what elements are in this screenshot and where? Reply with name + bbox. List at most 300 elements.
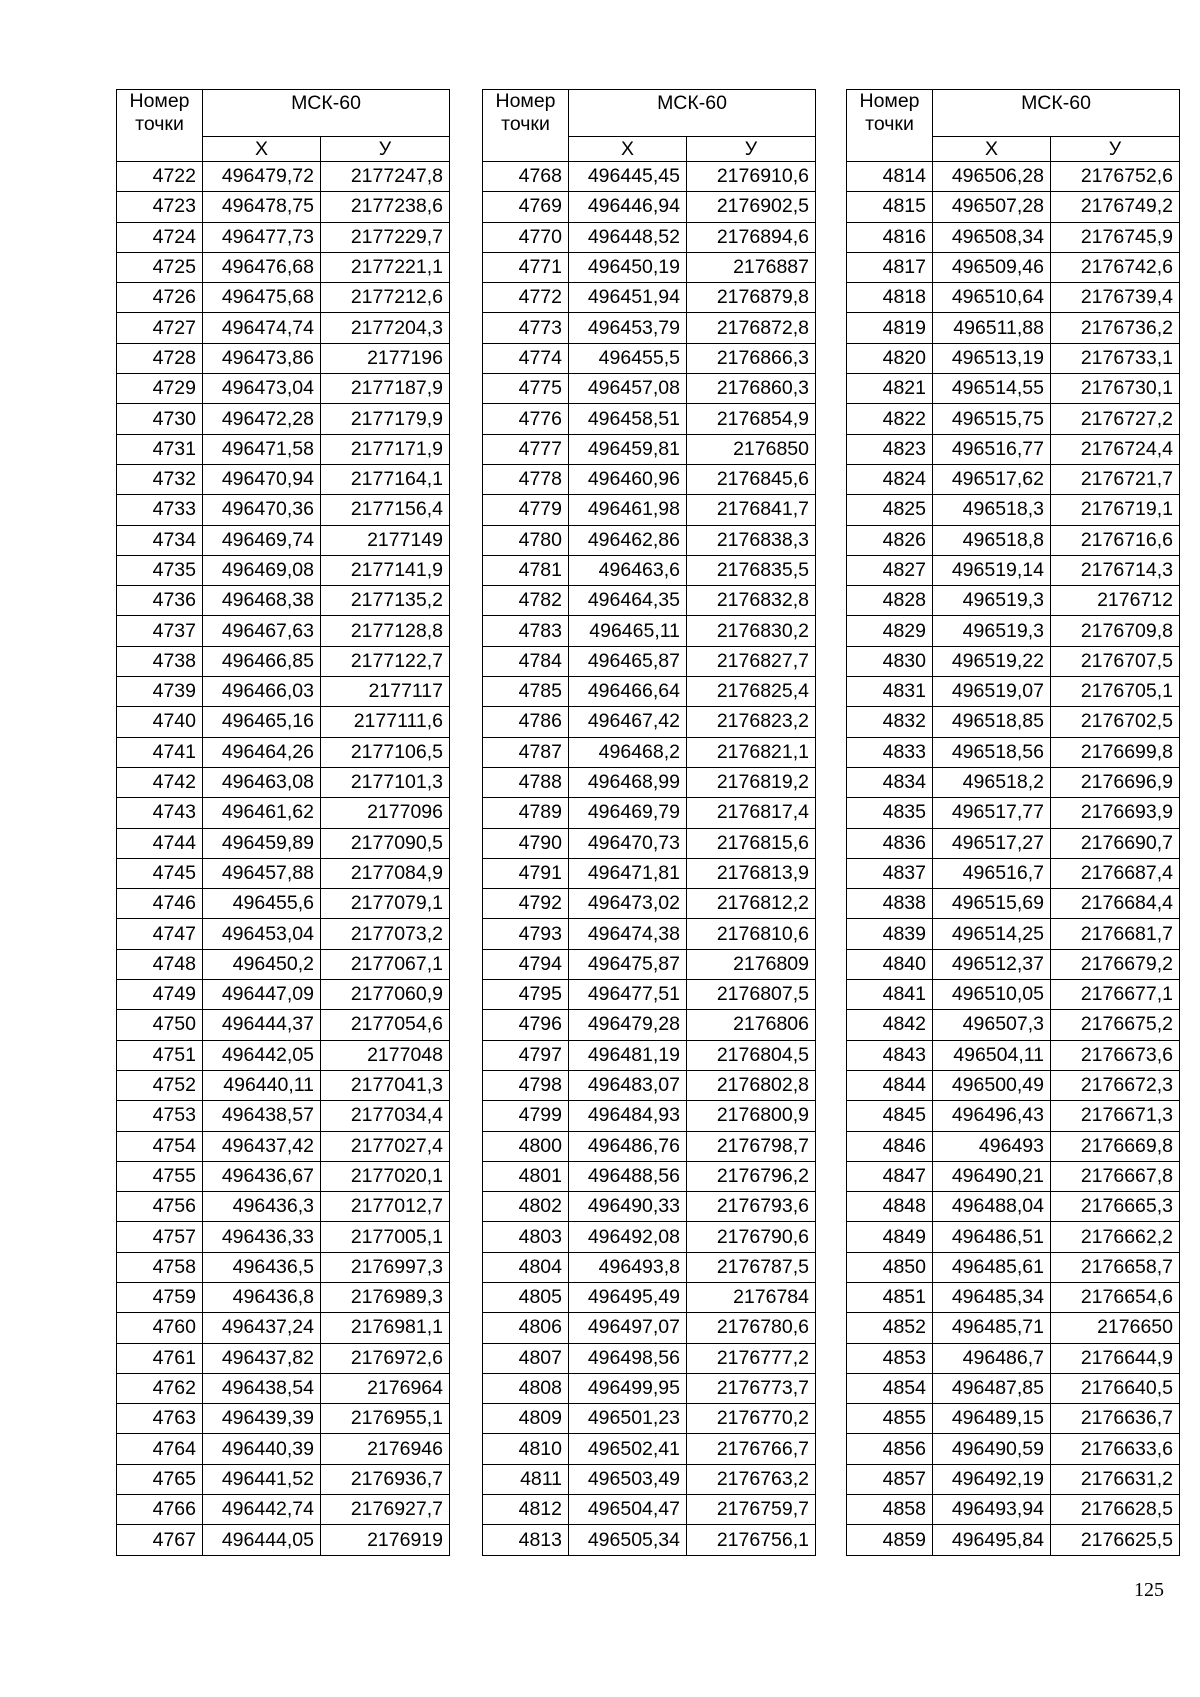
- table-row: [847, 464, 1180, 494]
- x-coordinate-cell: 496516,77: [933, 434, 1051, 464]
- point-number-header: [117, 90, 203, 162]
- x-coordinate-cell: 496486,7: [933, 1343, 1051, 1373]
- y-coordinate-cell: 2176770,2: [687, 1404, 816, 1434]
- x-coordinate-cell: 496518,2: [933, 767, 1051, 797]
- table-row: [847, 1373, 1180, 1403]
- y-coordinate-cell: 2176989,3: [321, 1282, 450, 1312]
- point-number-cell: 4736: [117, 586, 203, 616]
- y-coordinate-cell: 2176625,5: [1051, 1525, 1180, 1555]
- x-coordinate-cell: 496478,75: [203, 192, 321, 222]
- y-coordinate-cell: 2176654,6: [1051, 1282, 1180, 1312]
- table-row: [483, 1313, 816, 1343]
- point-number-cell: 4748: [117, 949, 203, 979]
- table-row: [847, 555, 1180, 585]
- x-coordinate-cell: 496437,42: [203, 1131, 321, 1161]
- x-coordinate-cell: 496474,38: [569, 919, 687, 949]
- y-coordinate-cell: 2176742,6: [1051, 252, 1180, 282]
- point-number-cell: 4814: [847, 162, 933, 192]
- point-number-cell: 4774: [483, 343, 569, 373]
- x-coordinate-cell: 496467,63: [203, 616, 321, 646]
- table-row: [117, 1131, 450, 1161]
- y-coordinate-cell: 2176780,6: [687, 1313, 816, 1343]
- point-number-cell: 4768: [483, 162, 569, 192]
- x-coordinate-cell: 496510,64: [933, 283, 1051, 313]
- y-coordinate-cell: 2176812,2: [687, 889, 816, 919]
- y-coordinate-cell: 2176675,2: [1051, 1010, 1180, 1040]
- table-row: [847, 1040, 1180, 1070]
- x-coordinate-cell: 496471,81: [569, 858, 687, 888]
- table-row: [483, 495, 816, 525]
- table-row: [117, 1101, 450, 1131]
- point-number-cell: 4738: [117, 646, 203, 676]
- point-number-cell: 4836: [847, 828, 933, 858]
- table-row: [847, 313, 1180, 343]
- table-row: [117, 162, 450, 192]
- point-number-cell: 4841: [847, 980, 933, 1010]
- x-coordinate-cell: 496458,51: [569, 404, 687, 434]
- y-coordinate-cell: 2176819,2: [687, 767, 816, 797]
- y-coordinate-cell: 2176879,8: [687, 283, 816, 313]
- x-coordinate-cell: 496517,62: [933, 464, 1051, 494]
- table-row: [117, 737, 450, 767]
- table-row: [117, 616, 450, 646]
- point-number-cell: 4840: [847, 949, 933, 979]
- table-row: [483, 1040, 816, 1070]
- table-row: [847, 949, 1180, 979]
- table-row: [847, 1282, 1180, 1312]
- y-coordinate-cell: 2177079,1: [321, 889, 450, 919]
- point-number-cell: 4779: [483, 495, 569, 525]
- point-number-cell: 4820: [847, 343, 933, 373]
- point-number-cell: 4743: [117, 798, 203, 828]
- y-coordinate-cell: 2177034,4: [321, 1101, 450, 1131]
- y-coordinate-cell: 2177135,2: [321, 586, 450, 616]
- y-coordinate-cell: 2176702,5: [1051, 707, 1180, 737]
- point-number-cell: 4807: [483, 1343, 569, 1373]
- y-coordinate-cell: 2176793,6: [687, 1192, 816, 1222]
- point-number-cell: 4750: [117, 1010, 203, 1040]
- y-coordinate-cell: 2176835,5: [687, 555, 816, 585]
- y-coordinate-cell: 2176644,9: [1051, 1343, 1180, 1373]
- x-coordinate-cell: 496473,86: [203, 343, 321, 373]
- table-row: [483, 919, 816, 949]
- coordinates-table-2: [482, 89, 816, 1556]
- point-number-cell: 4789: [483, 798, 569, 828]
- point-number-cell: 4812: [483, 1495, 569, 1525]
- x-coordinate-cell: 496496,43: [933, 1101, 1051, 1131]
- y-coordinate-cell: 2176719,1: [1051, 495, 1180, 525]
- point-number-cell: 4773: [483, 313, 569, 343]
- y-coordinate-cell: 2176807,5: [687, 980, 816, 1010]
- y-coordinate-cell: 2176981,1: [321, 1313, 450, 1343]
- point-number-cell: 4732: [117, 464, 203, 494]
- y-coordinate-cell: 2177221,1: [321, 252, 450, 282]
- y-coordinate-cell: 2176699,8: [1051, 737, 1180, 767]
- x-coordinate-cell: 496465,11: [569, 616, 687, 646]
- y-coordinate-cell: 2176705,1: [1051, 677, 1180, 707]
- x-coordinate-cell: 496513,19: [933, 343, 1051, 373]
- y-coordinate-cell: 2176721,7: [1051, 464, 1180, 494]
- y-coordinate-cell: 2176633,6: [1051, 1434, 1180, 1464]
- point-number-cell: 4830: [847, 646, 933, 676]
- y-coordinate-cell: 2176752,6: [1051, 162, 1180, 192]
- x-coordinate-cell: 496483,07: [569, 1070, 687, 1100]
- y-coordinate-cell: 2176736,2: [1051, 313, 1180, 343]
- point-number-cell: 4856: [847, 1434, 933, 1464]
- table-row: [117, 1343, 450, 1373]
- y-coordinate-cell: 2176665,3: [1051, 1192, 1180, 1222]
- x-coordinate-cell: 496514,55: [933, 374, 1051, 404]
- point-number-cell: 4858: [847, 1495, 933, 1525]
- y-coordinate-cell: 2177122,7: [321, 646, 450, 676]
- x-coordinate-cell: 496502,41: [569, 1434, 687, 1464]
- x-coordinate-cell: 496463,6: [569, 555, 687, 585]
- table-row: [847, 828, 1180, 858]
- x-coordinate-cell: 496438,57: [203, 1101, 321, 1131]
- y-coordinate-cell: 2177117: [321, 677, 450, 707]
- table-row: [117, 374, 450, 404]
- table-row: [847, 1010, 1180, 1040]
- y-coordinate-cell: 2177084,9: [321, 858, 450, 888]
- x-coordinate-cell: 496479,72: [203, 162, 321, 192]
- point-number-cell: 4782: [483, 586, 569, 616]
- point-number-cell: 4786: [483, 707, 569, 737]
- table-row: [483, 949, 816, 979]
- x-coordinate-cell: 496436,8: [203, 1282, 321, 1312]
- x-coordinate-cell: 496488,56: [569, 1161, 687, 1191]
- point-number-cell: 4831: [847, 677, 933, 707]
- y-coordinate-cell: 2177041,3: [321, 1070, 450, 1100]
- table-row: [483, 828, 816, 858]
- x-coordinate-cell: 496487,85: [933, 1373, 1051, 1403]
- table-row: [117, 252, 450, 282]
- y-coordinate-cell: 2176821,1: [687, 737, 816, 767]
- x-coordinate-cell: 496512,37: [933, 949, 1051, 979]
- point-number-cell: 4764: [117, 1434, 203, 1464]
- x-coordinate-cell: 496518,8: [933, 525, 1051, 555]
- table-row: [483, 1070, 816, 1100]
- point-number-cell: 4826: [847, 525, 933, 555]
- point-number-cell: 4817: [847, 252, 933, 282]
- y-coordinate-cell: 2177012,7: [321, 1192, 450, 1222]
- y-coordinate-cell: 2176714,3: [1051, 555, 1180, 585]
- x-coordinate-cell: 496450,19: [569, 252, 687, 282]
- point-number-cell: 4793: [483, 919, 569, 949]
- point-number-cell: 4729: [117, 374, 203, 404]
- point-number-cell: 4753: [117, 1101, 203, 1131]
- table-row: [483, 646, 816, 676]
- x-coordinate-cell: 496485,71: [933, 1313, 1051, 1343]
- table-row: [847, 1252, 1180, 1282]
- x-coordinate-cell: 496515,75: [933, 404, 1051, 434]
- table-row: [483, 980, 816, 1010]
- x-coordinate-cell: 496467,42: [569, 707, 687, 737]
- table-row: [483, 1404, 816, 1434]
- table-row: [847, 707, 1180, 737]
- x-coordinate-cell: 496440,11: [203, 1070, 321, 1100]
- x-coordinate-cell: 496436,3: [203, 1192, 321, 1222]
- x-coordinate-cell: 496519,3: [933, 616, 1051, 646]
- table-row: [847, 858, 1180, 888]
- y-coordinate-cell: 2176628,5: [1051, 1495, 1180, 1525]
- x-coordinate-cell: 496460,96: [569, 464, 687, 494]
- table-row: [483, 1010, 816, 1040]
- table-row: [117, 1222, 450, 1252]
- table-row: [117, 707, 450, 737]
- y-coordinate-cell: 2176894,6: [687, 222, 816, 252]
- x-coordinate-cell: 496459,81: [569, 434, 687, 464]
- point-number-cell: 4849: [847, 1222, 933, 1252]
- table-row: [117, 555, 450, 585]
- y-coordinate-cell: 2176690,7: [1051, 828, 1180, 858]
- y-coordinate-cell: 2177073,2: [321, 919, 450, 949]
- table-row: [483, 677, 816, 707]
- x-coordinate-cell: 496516,7: [933, 858, 1051, 888]
- x-coordinate-cell: 496473,02: [569, 889, 687, 919]
- y-coordinate-cell: 2177067,1: [321, 949, 450, 979]
- table-row: [117, 404, 450, 434]
- table-row: [483, 1131, 816, 1161]
- point-number-cell: 4794: [483, 949, 569, 979]
- y-coordinate-cell: 2176673,6: [1051, 1040, 1180, 1070]
- table-row: [483, 343, 816, 373]
- point-number-cell: 4769: [483, 192, 569, 222]
- x-coordinate-cell: 496479,28: [569, 1010, 687, 1040]
- point-number-cell: 4843: [847, 1040, 933, 1070]
- point-number-cell: 4733: [117, 495, 203, 525]
- x-coordinate-cell: 496457,08: [569, 374, 687, 404]
- point-number-cell: 4824: [847, 464, 933, 494]
- x-coordinate-cell: 496493: [933, 1131, 1051, 1161]
- table-row: [483, 1343, 816, 1373]
- y-coordinate-cell: 2177238,6: [321, 192, 450, 222]
- y-coordinate-cell: 2176972,6: [321, 1343, 450, 1373]
- x-coordinate-cell: 496469,79: [569, 798, 687, 828]
- y-coordinate-cell: 2176997,3: [321, 1252, 450, 1282]
- table-row: [117, 1313, 450, 1343]
- point-number-cell: 4847: [847, 1161, 933, 1191]
- point-number-cell: 4852: [847, 1313, 933, 1343]
- y-coordinate-cell: 2177101,3: [321, 767, 450, 797]
- coord-system-header: МСК-60: [569, 90, 816, 137]
- point-number-cell: 4788: [483, 767, 569, 797]
- point-number-cell: 4835: [847, 798, 933, 828]
- y-coordinate-cell: 2176850: [687, 434, 816, 464]
- y-coordinate-cell: 2176825,4: [687, 677, 816, 707]
- x-coordinate-cell: 496477,51: [569, 980, 687, 1010]
- x-coordinate-cell: 496453,04: [203, 919, 321, 949]
- table-row: [117, 222, 450, 252]
- table-row: [483, 313, 816, 343]
- x-coordinate-cell: 496511,88: [933, 313, 1051, 343]
- y-coordinate-cell: 2176672,3: [1051, 1070, 1180, 1100]
- table-row: [847, 586, 1180, 616]
- y-coordinate-cell: 2176739,4: [1051, 283, 1180, 313]
- x-coordinate-cell: 496468,99: [569, 767, 687, 797]
- y-coordinate-cell: 2177212,6: [321, 283, 450, 313]
- x-coordinate-cell: 496465,16: [203, 707, 321, 737]
- y-coordinate-cell: 2176827,7: [687, 646, 816, 676]
- point-number-cell: 4749: [117, 980, 203, 1010]
- point-number-cell: 4723: [117, 192, 203, 222]
- x-coordinate-cell: 496518,85: [933, 707, 1051, 737]
- x-coordinate-cell: 496468,38: [203, 586, 321, 616]
- table-row: [117, 343, 450, 373]
- y-coordinate-cell: 2176727,2: [1051, 404, 1180, 434]
- point-number-cell: 4859: [847, 1525, 933, 1555]
- table-row: [117, 646, 450, 676]
- point-number-cell: 4767: [117, 1525, 203, 1555]
- table-body: [847, 162, 1180, 1556]
- x-coordinate-cell: 496470,73: [569, 828, 687, 858]
- y-column-header: У: [321, 137, 450, 162]
- point-number-cell: 4760: [117, 1313, 203, 1343]
- table-row: [847, 1404, 1180, 1434]
- table-row: [847, 192, 1180, 222]
- y-coordinate-cell: 2177179,9: [321, 404, 450, 434]
- x-coordinate-cell: 496517,77: [933, 798, 1051, 828]
- y-coordinate-cell: 2176749,2: [1051, 192, 1180, 222]
- table-row: [117, 1495, 450, 1525]
- table-row: [483, 1222, 816, 1252]
- x-coordinate-cell: 496440,39: [203, 1434, 321, 1464]
- point-number-cell: 4762: [117, 1373, 203, 1403]
- table-row: [117, 1282, 450, 1312]
- table-row: [117, 1192, 450, 1222]
- x-coordinate-cell: 496488,04: [933, 1192, 1051, 1222]
- table-row: [117, 677, 450, 707]
- x-coordinate-cell: 496490,59: [933, 1434, 1051, 1464]
- table-row: [847, 525, 1180, 555]
- point-number-cell: 4778: [483, 464, 569, 494]
- x-coordinate-cell: 496442,05: [203, 1040, 321, 1070]
- coord-system-header: МСК-60: [933, 90, 1180, 137]
- point-number-cell: 4815: [847, 192, 933, 222]
- y-coordinate-cell: 2176631,2: [1051, 1464, 1180, 1494]
- point-number-cell: 4846: [847, 1131, 933, 1161]
- y-coordinate-cell: 2176707,5: [1051, 646, 1180, 676]
- table-body: [483, 162, 816, 1556]
- x-coordinate-cell: 496464,35: [569, 586, 687, 616]
- point-number-cell: 4804: [483, 1252, 569, 1282]
- x-coordinate-cell: 496474,74: [203, 313, 321, 343]
- point-number-cell: 4822: [847, 404, 933, 434]
- y-coordinate-cell: 2177141,9: [321, 555, 450, 585]
- table-row: [117, 919, 450, 949]
- table-row: [847, 283, 1180, 313]
- y-coordinate-cell: 2176964: [321, 1373, 450, 1403]
- point-number-cell: 4726: [117, 283, 203, 313]
- table-row: [483, 464, 816, 494]
- x-coordinate-cell: 496493,8: [569, 1252, 687, 1282]
- x-coordinate-cell: 496506,28: [933, 162, 1051, 192]
- y-coordinate-cell: 2176790,6: [687, 1222, 816, 1252]
- y-coordinate-cell: 2176650: [1051, 1313, 1180, 1343]
- y-coordinate-cell: 2177149: [321, 525, 450, 555]
- table-row: [847, 1070, 1180, 1100]
- table-row: [117, 1040, 450, 1070]
- table-row: [847, 1131, 1180, 1161]
- y-coordinate-cell: 2176838,3: [687, 525, 816, 555]
- point-number-cell: 4853: [847, 1343, 933, 1373]
- y-coordinate-cell: 2176687,4: [1051, 858, 1180, 888]
- y-coordinate-cell: 2176724,4: [1051, 434, 1180, 464]
- table-row: [483, 586, 816, 616]
- y-coordinate-cell: 2176696,9: [1051, 767, 1180, 797]
- table-row: [847, 1525, 1180, 1555]
- y-coordinate-cell: 2176756,1: [687, 1525, 816, 1555]
- point-number-cell: 4808: [483, 1373, 569, 1403]
- table-row: [847, 343, 1180, 373]
- y-coordinate-cell: 2176815,6: [687, 828, 816, 858]
- table-row: [483, 404, 816, 434]
- table-row: [847, 737, 1180, 767]
- table-row: [117, 1434, 450, 1464]
- point-number-cell: 4742: [117, 767, 203, 797]
- table-row: [483, 162, 816, 192]
- point-number-cell: 4844: [847, 1070, 933, 1100]
- table-row: [117, 798, 450, 828]
- x-coordinate-cell: 496461,62: [203, 798, 321, 828]
- point-number-cell: 4806: [483, 1313, 569, 1343]
- point-number-cell: 4765: [117, 1464, 203, 1494]
- point-number-cell: 4845: [847, 1101, 933, 1131]
- y-coordinate-cell: 2176745,9: [1051, 222, 1180, 252]
- point-number-cell: 4747: [117, 919, 203, 949]
- coord-system-header: МСК-60: [203, 90, 450, 137]
- y-coordinate-cell: 2176887: [687, 252, 816, 282]
- table-row: [117, 1404, 450, 1434]
- point-number-header-text: Номер точки: [495, 90, 556, 135]
- point-number-cell: 4842: [847, 1010, 933, 1040]
- point-number-cell: 4784: [483, 646, 569, 676]
- y-coordinate-cell: 2177106,5: [321, 737, 450, 767]
- x-coordinate-cell: 496475,68: [203, 283, 321, 313]
- point-number-cell: 4777: [483, 434, 569, 464]
- y-coordinate-cell: 2177204,3: [321, 313, 450, 343]
- point-number-cell: 4801: [483, 1161, 569, 1191]
- table-row: [847, 919, 1180, 949]
- x-coordinate-cell: 496447,09: [203, 980, 321, 1010]
- point-number-cell: 4780: [483, 525, 569, 555]
- table-row: [483, 252, 816, 282]
- y-coordinate-cell: 2176777,2: [687, 1343, 816, 1373]
- y-coordinate-cell: 2176716,6: [1051, 525, 1180, 555]
- x-coordinate-cell: 496446,94: [569, 192, 687, 222]
- point-number-cell: 4754: [117, 1131, 203, 1161]
- y-coordinate-cell: 2176806: [687, 1010, 816, 1040]
- y-coordinate-cell: 2177171,9: [321, 434, 450, 464]
- x-coordinate-cell: 496444,37: [203, 1010, 321, 1040]
- table-row: [483, 434, 816, 464]
- table-row: [117, 1373, 450, 1403]
- x-coordinate-cell: 496477,73: [203, 222, 321, 252]
- point-number-cell: 4725: [117, 252, 203, 282]
- x-coordinate-cell: 496501,23: [569, 1404, 687, 1434]
- x-coordinate-cell: 496519,3: [933, 586, 1051, 616]
- y-coordinate-cell: 2176773,7: [687, 1373, 816, 1403]
- point-number-cell: 4854: [847, 1373, 933, 1403]
- table-row: [483, 616, 816, 646]
- x-coordinate-cell: 496451,94: [569, 283, 687, 313]
- point-number-cell: 4745: [117, 858, 203, 888]
- table-row: [117, 1070, 450, 1100]
- x-coordinate-cell: 496437,82: [203, 1343, 321, 1373]
- y-coordinate-cell: 2176919: [321, 1525, 450, 1555]
- point-number-cell: 4851: [847, 1282, 933, 1312]
- point-number-cell: 4730: [117, 404, 203, 434]
- point-number-cell: 4739: [117, 677, 203, 707]
